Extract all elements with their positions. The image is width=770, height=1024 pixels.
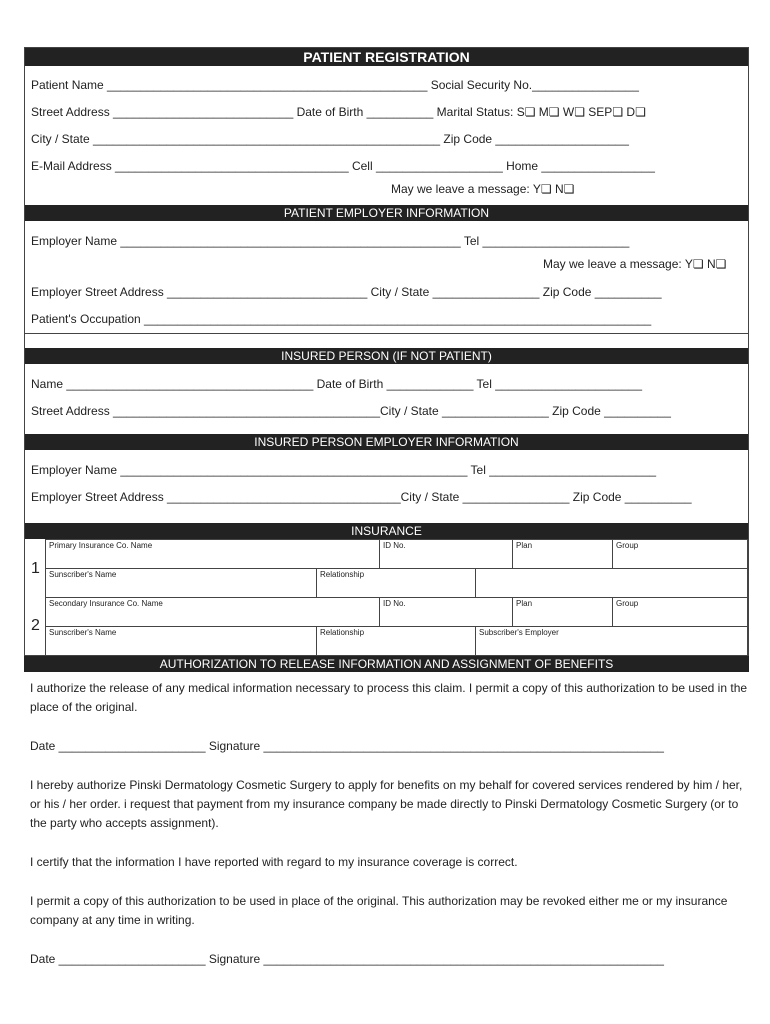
employer-address-row[interactable]: Employer Street Address ______________________________ City / State ________________ Zip Code __________: [31, 285, 662, 299]
insured-name-row[interactable]: Name _____________________________________ Date of Birth _____________ Tel ______________________: [31, 377, 643, 391]
authorization-paragraph-1: I authorize the release of any medical information necessary to process this claim. I permit a copy of this authorization to be used in the place of the original.: [30, 681, 748, 714]
signature-line-2[interactable]: Date ______________________ Signature ____________________________________________________________: [30, 952, 664, 966]
group-label: Group: [616, 599, 639, 608]
registration-form: [24, 47, 749, 656]
insurance-header: INSURANCE: [25, 523, 748, 539]
secondary-insurance-field[interactable]: [45, 597, 380, 627]
secondary-id-field[interactable]: [379, 597, 513, 627]
street-address-row[interactable]: Street Address ___________________________ Date of Birth __________ Marital Status: S❏ M❏ W❏ SEP❏ D❏: [31, 105, 646, 119]
patient-name-row[interactable]: Patient Name ________________________________________________ Social Security No.________________: [31, 78, 639, 92]
subscriber-employer-label: Subscriber's Employer: [479, 628, 559, 637]
insurance-number-2: 2: [31, 617, 40, 634]
relationship-field-2[interactable]: [316, 626, 476, 656]
secondary-insurance-label: Secondary Insurance Co. Name: [49, 599, 163, 608]
relationship-label: Relationship: [320, 628, 365, 637]
authorization-header: AUTHORIZATION TO RELEASE INFORMATION AND ASSIGNMENT OF BENEFITS: [24, 656, 749, 672]
primary-group-field[interactable]: [612, 539, 748, 569]
primary-id-field[interactable]: [379, 539, 513, 569]
signature-line-1[interactable]: Date ______________________ Signature ____________________________________________________________: [30, 739, 664, 753]
authorization-paragraph-2: I hereby authorize Pinski Dermatology Cosmetic Surgery to apply for benefits on my behalf for covered services rendered by him / her, or his / her order. i request that payment from my insurance company be made directly to Pinski Dermatology Cosmetic Surgery (or to the party who accepts assignment).: [30, 778, 743, 830]
secondary-plan-field[interactable]: [512, 597, 613, 627]
subscriber-label: Sunscriber's Name: [49, 628, 117, 637]
plan-label: Plan: [516, 541, 533, 550]
insured-address-row[interactable]: Street Address ________________________________________City / State ________________ Zip Code __________: [31, 404, 671, 418]
employer-message-row[interactable]: May we leave a message: Y❏ N❏: [543, 257, 727, 271]
relationship-label: Relationship: [320, 570, 365, 579]
patient-employer-header: PATIENT EMPLOYER INFORMATION: [25, 205, 748, 221]
insured-employer-name-row[interactable]: Employer Name ____________________________________________________ Tel _________________________: [31, 463, 657, 477]
authorization-paragraph-4: I permit a copy of this authorization to be used in place of the original. This authorization may be revoked either me or my insurance company at any time in writing.: [30, 894, 728, 927]
primary-plan-field[interactable]: [512, 539, 613, 569]
city-state-row[interactable]: City / State ____________________________________________________ Zip Code ____________________: [31, 132, 629, 146]
form-title: PATIENT REGISTRATION: [25, 48, 748, 66]
secondary-group-field[interactable]: [612, 597, 748, 627]
insured-person-header: INSURED PERSON (IF NOT PATIENT): [25, 348, 748, 364]
primary-insurance-field[interactable]: [45, 539, 380, 569]
employer-name-row[interactable]: Employer Name ___________________________________________________ Tel ______________________: [31, 234, 630, 248]
insured-employer-address-row[interactable]: Employer Street Address ___________________________________City / State ________________ Zip Code __________: [31, 490, 692, 504]
id-label: ID No.: [383, 599, 406, 608]
subscriber-name-field-2[interactable]: [45, 626, 317, 656]
primary-insurance-label: Primary Insurance Co. Name: [49, 541, 153, 550]
plan-label: Plan: [516, 599, 533, 608]
subscriber-name-field-1[interactable]: [45, 568, 317, 598]
divider: [25, 333, 748, 334]
subscriber-label: Sunscriber's Name: [49, 570, 117, 579]
subscriber-employer-field-2[interactable]: [475, 626, 748, 656]
id-label: ID No.: [383, 541, 406, 550]
group-label: Group: [616, 541, 639, 550]
relationship-field-1[interactable]: [316, 568, 476, 598]
authorization-paragraph-3: I certify that the information I have reported with regard to my insurance coverage is correct.: [30, 855, 518, 869]
occupation-row[interactable]: Patient's Occupation ____________________________________________________________________________: [31, 312, 652, 326]
patient-message-row[interactable]: May we leave a message: Y❏ N❏: [391, 182, 575, 196]
insured-employer-header: INSURED PERSON EMPLOYER INFORMATION: [25, 434, 748, 450]
insurance-number-1: 1: [31, 560, 40, 577]
subscriber-employer-field-1[interactable]: [475, 568, 748, 598]
email-row[interactable]: E-Mail Address ___________________________________ Cell ___________________ Home _________________: [31, 159, 655, 173]
